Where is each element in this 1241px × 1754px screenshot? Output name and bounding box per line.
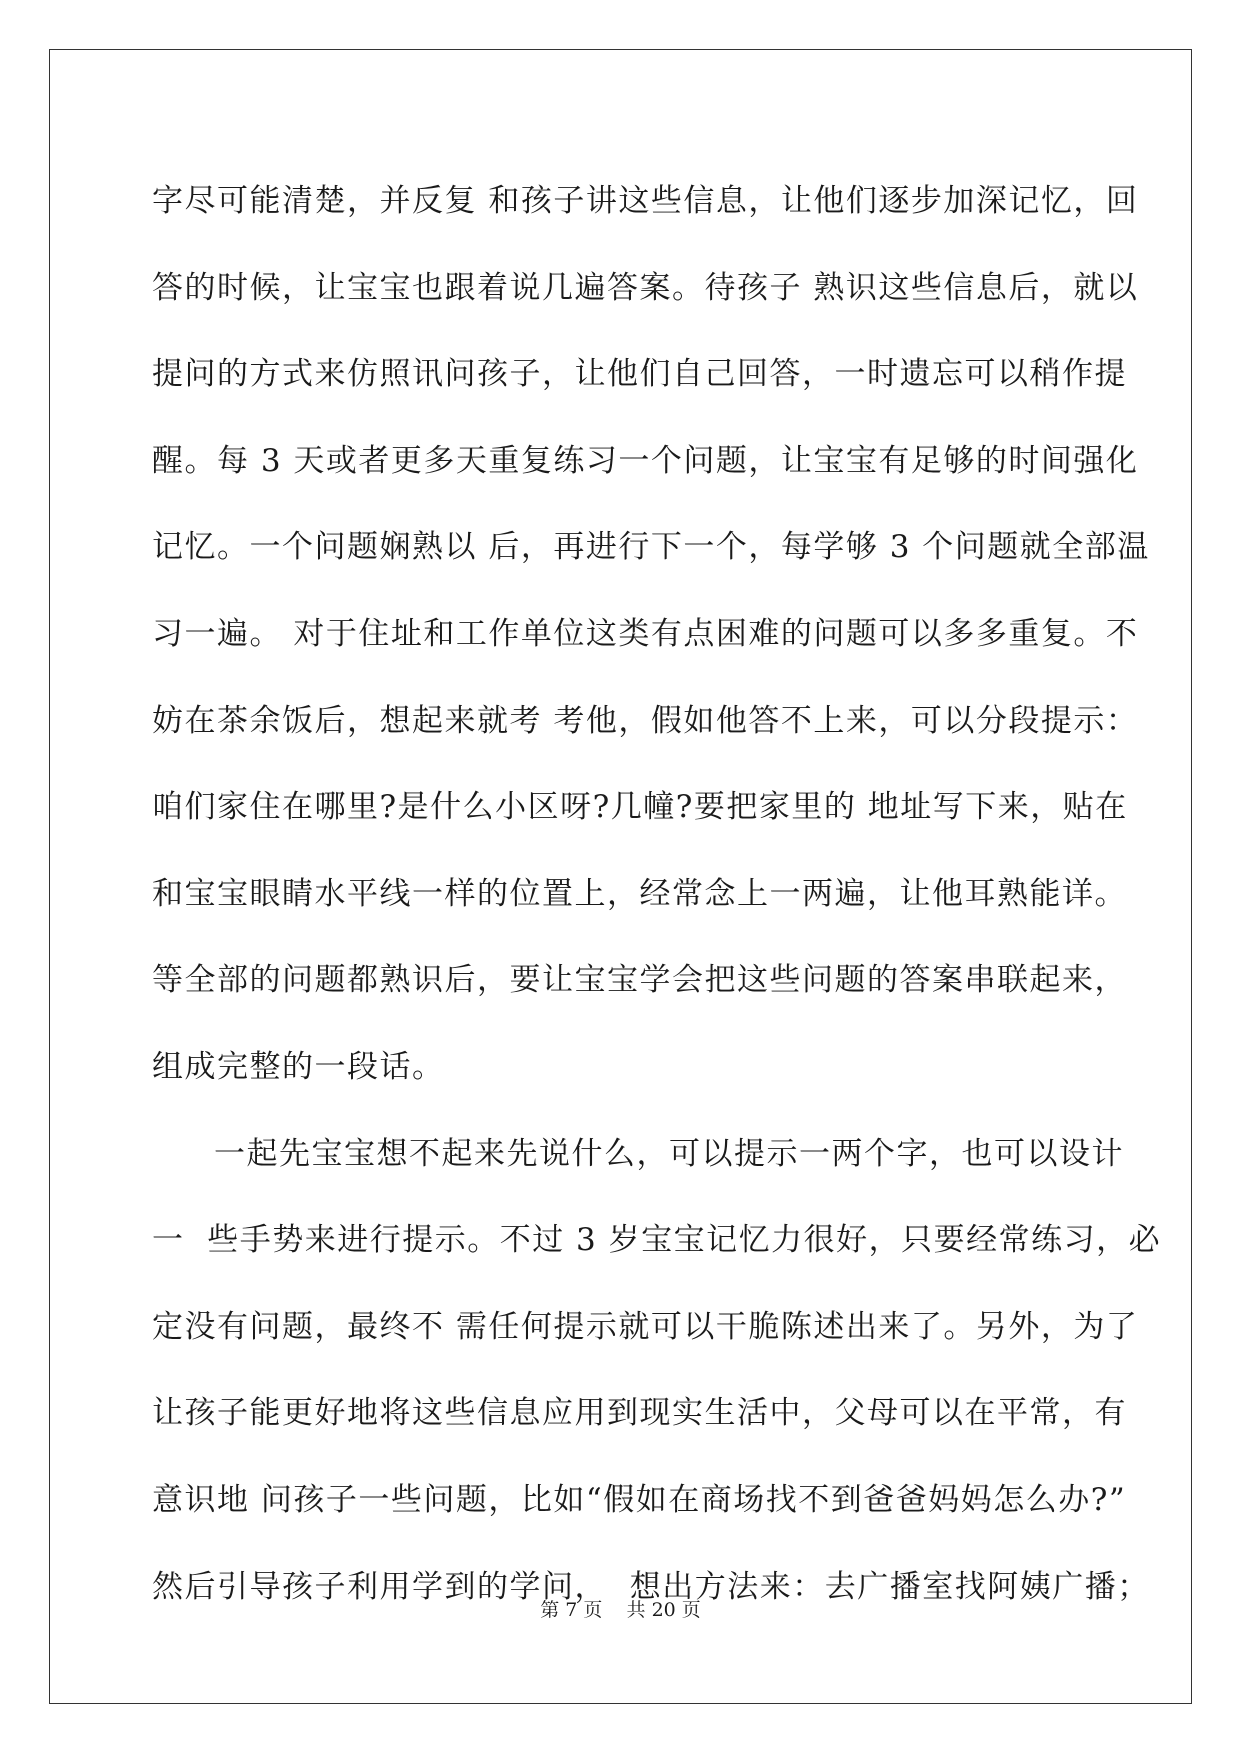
- text-line: 答的时候，让宝宝也跟着说几遍答案。待孩子 熟识这些信息后，就以: [152, 269, 1139, 306]
- text-line: 和宝宝眼睛水平线一样的位置上，经常念上一两遍，让他耳熟能详。: [152, 875, 1127, 912]
- text-line: 醒。每 3 天或者更多天重复练习一个问题，让宝宝有足够的时间强化: [152, 442, 1139, 479]
- text-line: 等全部的问题都熟识后，要让宝宝学会把这些问题的答案串联起来，: [152, 962, 1127, 999]
- text-line: 提问的方式来仿照讯问孩子，让他们自己回答，一时遗忘可以稍作提: [152, 356, 1127, 393]
- text-line: 然后引导孩子利用学到的学问， 想出方法来：去广播室找阿姨广播；: [152, 1568, 1150, 1605]
- text-line: 一起先宝宝想不起来先说什么，可以提示一两个字，也可以设计: [214, 1135, 1124, 1172]
- text-line: 字尽可能清楚，并反复 和孩子讲这些信息，让他们逐步加深记忆，回: [152, 183, 1139, 219]
- paragraph-1: [152, 158, 1150, 1111]
- document-body: [152, 158, 1162, 1630]
- text-line: 定没有问题，最终不 需任何提示就可以干脆陈述出来了。另外，为了: [152, 1308, 1139, 1345]
- paragraph-2: [152, 1111, 1162, 1631]
- page-number-footer: 第 7 页 共 20 页: [540, 1599, 701, 1621]
- text-line: 咱们家住在哪里?是什么小区呀?几幢?要把家里的 地址写下来，贴在: [152, 789, 1128, 826]
- text-line: 意识地 问孩子一些问题，比如“假如在商场找不到爸爸妈妈怎么办?”: [152, 1481, 1127, 1518]
- text-line: 妨在茶余饭后，想起来就考 考他，假如他答不上来，可以分段提示：: [152, 702, 1139, 739]
- text-line: 让孩子能更好地将这些信息应用到现实生活中，父母可以在平常，有: [152, 1395, 1127, 1432]
- text-line: 一 些手势来进行提示。不过 3 岁宝宝记忆力很好，只要经常练习，必: [152, 1222, 1162, 1259]
- text-line: 习一遍。 对于住址和工作单位这类有点困难的问题可以多多重复。不: [152, 615, 1139, 652]
- text-line: 记忆。一个问题娴熟以 后，再进行下一个，每学够 3 个问题就全部温: [152, 529, 1150, 566]
- text-line: 组成完整的一段话。: [152, 1048, 445, 1085]
